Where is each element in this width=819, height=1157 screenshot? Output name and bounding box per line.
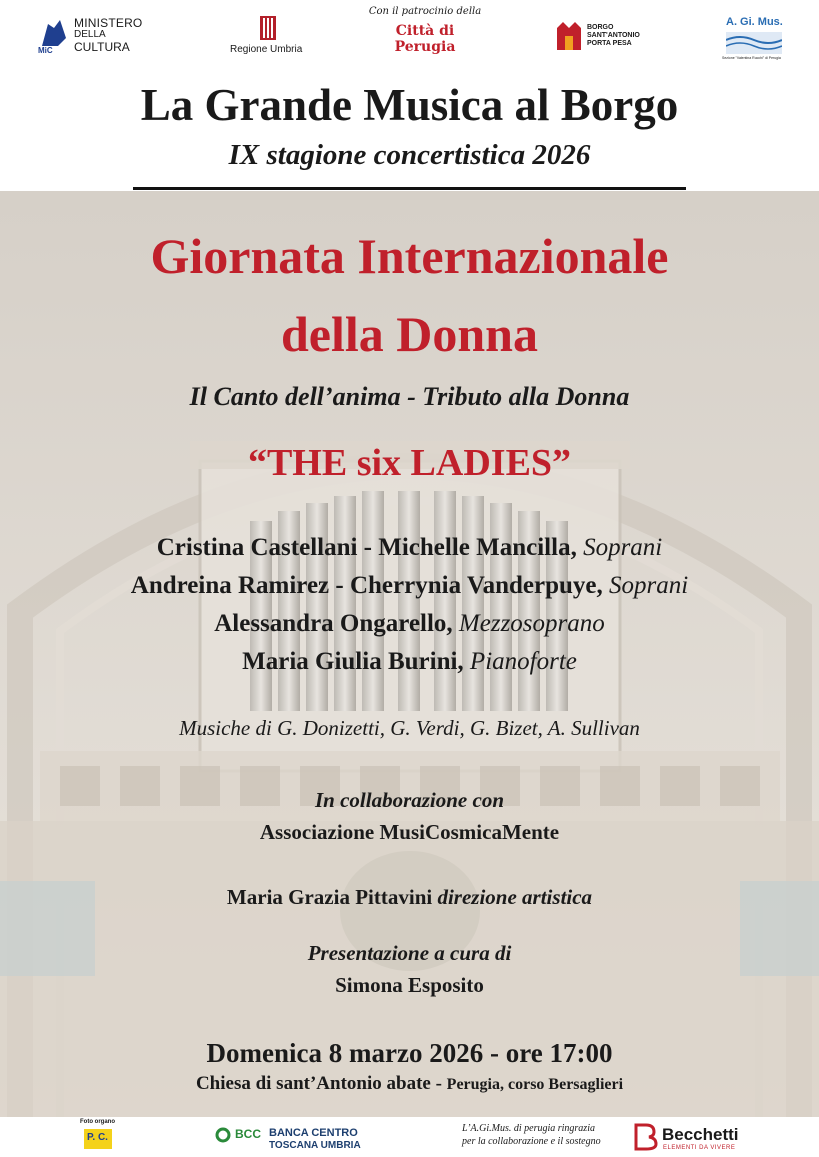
bcc-logo [215,1125,385,1153]
borgo-line2: SANT'ANTONIO [587,32,640,39]
presentation-label: Presentazione a cura di [307,941,512,965]
bank-line1: BANCA CENTRO [269,1127,358,1139]
director-role: direzione artistica [437,885,593,909]
performer-line [0,529,819,567]
becchetti-label: Becchetti [662,1125,739,1144]
event-title-line1: Giornata Internazionale [150,228,669,284]
mic-line3: CULTURA [74,40,130,54]
photo-credit-label: Foto organo [80,1119,115,1125]
becchetti-logo [632,1121,752,1155]
regione-umbria-logo [222,16,322,60]
header-divider [133,187,686,190]
borgo-logo [555,20,655,54]
organ-background-image [0,191,819,1117]
main-title: La Grande Musica al Borgo [140,80,679,130]
performer-role: Pianoforte [469,648,577,675]
performer-role: Soprani [609,572,689,599]
mic-mark: MiC [38,46,53,55]
presenter-name: Simona Esposito [335,973,484,997]
bcc-emblem-icon [215,1127,231,1143]
mic-line2: DELLA [74,29,106,40]
event-date-time: Domenica 8 marzo 2026 - ore 17:00 [206,1038,613,1068]
season-subtitle: IX stagione concertistica 2026 [228,139,591,171]
borgo-line1: BORGO [587,24,614,31]
collaboration-name: Associazione MusiCosmicaMente [259,820,560,844]
performer-line [0,567,819,605]
becchetti-tagline: ELEMENTI DA VIVERE [663,1145,736,1151]
event-tagline: Il Canto dell’anima - Tributo alla Donna [189,382,630,411]
event-venue [0,1071,819,1098]
group-name: “THE six LADIES” [247,442,572,484]
bcc-label: BCC [235,1127,261,1141]
director-name: Maria Grazia Pittavini [226,885,433,909]
mic-logo [38,16,148,56]
citta-perugia-logo [350,6,500,66]
borgo-emblem-icon [555,20,583,52]
performer-role: Mezzosoprano [458,610,605,637]
performer-line [0,605,819,643]
patrocinio-note: Con il patrocinio della [368,6,482,17]
thanks-note [462,1122,637,1154]
venue-address: Perugia, corso Bersaglieri [446,1076,624,1093]
performer-names: Maria Giulia Burini, [242,648,464,675]
event-title-line2: della Donna [280,306,538,362]
bank-line2: TOSCANA UMBRIA [269,1140,361,1151]
agimus-label: A. Gi. Mus. [726,16,783,28]
performers-list [0,529,819,681]
footer [0,1117,819,1157]
mic-line1: MINISTERO [74,16,143,30]
borgo-line3: PORTA PESA [587,40,632,47]
program-composers: Musiche di G. Donizetti, G. Verdi, G. Bizet, A. Sullivan [179,716,640,740]
citta-line2: Perugia [394,39,456,55]
photo-credit [80,1119,120,1155]
performer-names: Cristina Castellani - Michelle Mancilla, [156,534,577,561]
collaboration-label: In collaborazione con [314,788,505,812]
performer-names: Andreina Ramirez - Cherrynia Vanderpuye, [130,572,603,599]
performer-line [0,643,819,681]
agimus-waves-icon [726,32,782,54]
performer-names: Alessandra Ongarello, [214,610,453,637]
regione-emblem-icon [260,16,276,40]
header [0,0,819,190]
agimus-logo [722,16,792,60]
artistic-direction [0,883,819,911]
photo-credit-initials: P. C. [87,1132,108,1143]
venue-church: Chiesa di sant’Antonio abate - [195,1073,442,1094]
thanks-line2: per la collaborazione e il sostegno [462,1136,601,1147]
becchetti-emblem-icon [632,1123,658,1151]
performer-role: Soprani [583,534,663,561]
thanks-line1: L’A.Gi.Mus. di perugia ringrazia [462,1123,595,1134]
agimus-sub: Sezione "Valentina Rucchi" di Perugia [722,56,781,60]
citta-line1: Città di [395,23,455,39]
regione-label: Regione Umbria [230,44,303,55]
